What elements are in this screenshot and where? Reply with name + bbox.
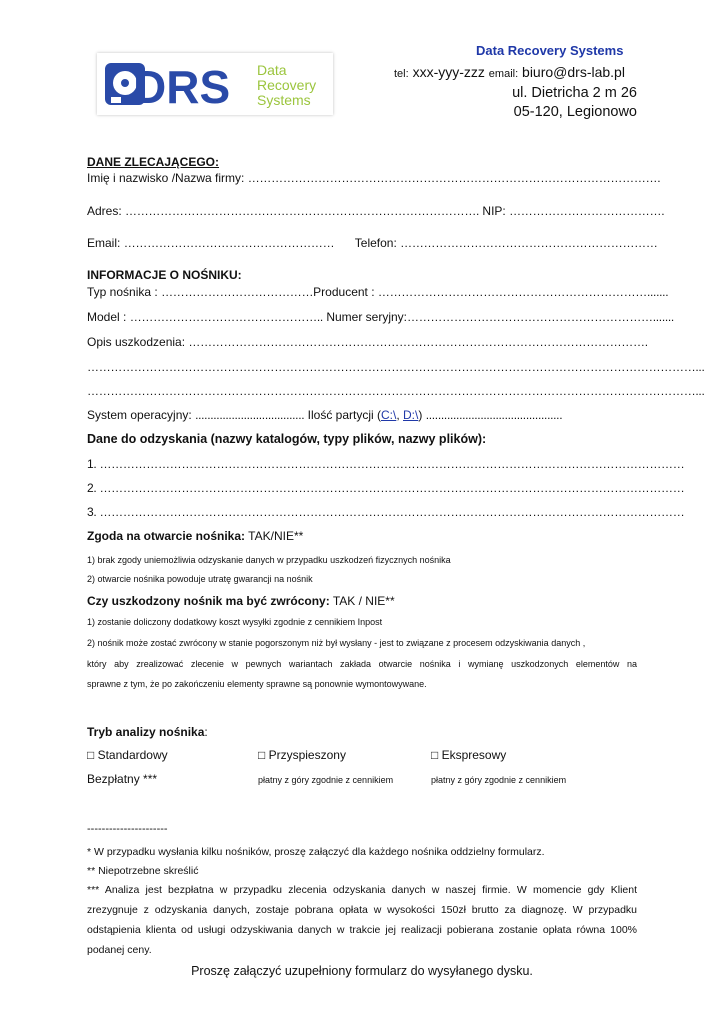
serial-label: Numer seryjny: (326, 310, 408, 324)
serial-field[interactable]: ………………………………………………………....... (407, 310, 674, 324)
option-standard[interactable]: □ Standardowy (87, 748, 168, 762)
damage-line-2[interactable]: …………………………………………………………………………………………………………………………………………... (87, 360, 705, 374)
closing-note: Proszę załączyć uzupełniony formularz do wysyłanego dysku. (191, 964, 533, 978)
damage-field[interactable]: ………………………………………………………………………………………………………. (188, 335, 648, 349)
address-label: Adres: (87, 204, 122, 218)
return-options[interactable]: TAK / NIE** (332, 594, 395, 608)
email-label: email: (488, 68, 519, 80)
partition-c-link[interactable]: C:\ (381, 408, 397, 422)
nip-field[interactable]: …………………………………. (509, 204, 665, 218)
damage-row (87, 335, 648, 349)
partitions-field[interactable]: ............................................. (425, 408, 563, 422)
logo-line1: Data (257, 62, 287, 78)
phone-field[interactable]: ………………………………………………………… (400, 236, 658, 250)
client-name-field[interactable]: ……………………………………………………………………………………………. (247, 171, 661, 185)
return-note-2a: 2) nośnik może zostać zwrócony w stanie pogorszonym niż był wysłany - jest to związane z procesem odzyskiwania danych , (87, 638, 586, 648)
client-address-row (87, 204, 664, 218)
email-field[interactable]: ……………………………………………… (123, 236, 335, 250)
company-logo (97, 53, 333, 115)
client-contact-row (87, 236, 658, 250)
type-field[interactable]: ………………………………… (161, 285, 314, 299)
footnote-2: ** Niepotrzebne skreślić (87, 865, 199, 877)
option-fast[interactable]: □ Przyspieszony (258, 748, 346, 762)
damage-label: Opis uszkodzenia: (87, 335, 186, 349)
model-field[interactable]: ………………………………………….. (129, 310, 323, 324)
option-express-note: płatny z góry zgodnie z cennikiem (431, 775, 567, 785)
consent-heading: Zgoda na otwarcie nośnika: (87, 529, 246, 543)
return-note-2b: który aby zrealizować zlecenie w pewnych wariantach zakłada otwarcie nośnika i wymianę uszkodzonych elementów na (87, 659, 637, 669)
partitions-label: Ilość partycji ( (307, 408, 381, 422)
damage-line-3[interactable]: …………………………………………………………………………………………………………………………………………... (87, 384, 705, 398)
producer-label: Producent : (313, 285, 375, 299)
type-label: Typ nośnika : (87, 285, 158, 299)
option-standard-note: Bezpłatny *** (87, 772, 158, 786)
return-row (87, 594, 395, 608)
client-heading: DANE ZLECAJĄCEGO: (87, 155, 220, 169)
logo-mark: DRS (133, 61, 231, 113)
address-line-2: 05-120, Legionowo (513, 104, 637, 120)
address-line-1: ul. Dietricha 2 m 26 (512, 85, 637, 101)
company-name: Data Recovery Systems (476, 43, 624, 58)
client-name-label: Imię i nazwisko /Nazwa firmy: (87, 171, 245, 185)
recovery-item-3[interactable]: 3. …………………………………………………………………………………………………………………………………… (87, 505, 685, 519)
consent-note-2: 2) otwarcie nośnika powoduje utratę gwarancji na nośnik (87, 574, 313, 584)
media-heading: INFORMACJE O NOŚNIKU: (87, 268, 242, 282)
logo-line2: Recovery (257, 77, 317, 93)
option-fast-note: płatny z góry zgodnie z cennikiem (258, 775, 394, 785)
email-value: biuro@drs-lab.pl (522, 64, 625, 80)
footnote-3a: *** Analiza jest bezpłatna w przypadku zlecenia odzyskania danych w naszej firmie. W momencie gdy Klient (87, 884, 637, 896)
option-express[interactable]: □ Ekspresowy (431, 748, 507, 762)
partitions-end: ) (418, 408, 423, 422)
recovery-item-2[interactable]: 2. …………………………………………………………………………………………………………………………………… (87, 481, 685, 495)
address-field[interactable]: ………………………………………………………………………………. (125, 204, 480, 218)
consent-options[interactable]: TAK/NIE** (248, 529, 304, 543)
nip-label: NIP: (482, 204, 506, 218)
os-label: System operacyjny: (87, 408, 192, 422)
consent-row (87, 529, 303, 543)
return-heading: Czy uszkodzony nośnik ma być zwrócony: (87, 594, 330, 608)
recovery-item-1[interactable]: 1. …………………………………………………………………………………………………………………………………… (87, 457, 685, 471)
analysis-colon: : (204, 725, 208, 739)
tel-value: xxx-yyy-zzz (412, 64, 485, 80)
return-note-2c: sprawne z tym, że po zakończeniu elementy sprawne są ponownie wymontowywane. (87, 679, 427, 689)
producer-field[interactable]: ……………………………………………………………....... (377, 285, 669, 299)
recovery-heading: Dane do odzyskania (nazwy katalogów, typy plików, nazwy plików): (87, 432, 487, 446)
client-name-row (87, 171, 660, 185)
consent-note-1: 1) brak zgody uniemożliwia odzyskanie danych w przypadku uszkodzeń fizycznych nośnika (87, 555, 451, 565)
partition-separator: , (396, 408, 404, 422)
os-field[interactable]: .................................... (195, 408, 305, 422)
contact-line (394, 64, 625, 80)
media-type-row (87, 285, 668, 299)
phone-label: Telefon: (354, 236, 397, 250)
return-note-1: 1) zostanie doliczony dodatkowy koszt wysyłki zgodnie z cennikiem Inpost (87, 617, 383, 627)
footnote-3d: podanej ceny. (87, 944, 152, 956)
analysis-heading-row (87, 725, 208, 739)
footnote-3c: odstąpienia klienta od usługi odzyskiwania danych w trakcie jej realizacji pobierana zostanie opłata równa 100% (87, 924, 637, 936)
media-model-row (87, 310, 674, 324)
footer-divider: ---------------------- (87, 823, 168, 835)
analysis-heading: Tryb analizy nośnika (87, 725, 205, 739)
tel-label: tel: (394, 68, 409, 80)
partition-d-link[interactable]: D:\ (403, 408, 419, 422)
logo-line3: Systems (257, 92, 311, 108)
email-field-label: Email: (87, 236, 121, 250)
os-row (87, 408, 562, 422)
footnote-3b: zrezygnuje z odzyskania danych, zostaje pobrana opłata w wysokości 150zł brutto za diagnozę. W przypadku (87, 904, 637, 916)
footnote-1: * W przypadku wysłania kilku nośników, proszę załączyć dla każdego nośnika oddzielny formularz. (87, 846, 545, 858)
model-label: Model : (87, 310, 127, 324)
